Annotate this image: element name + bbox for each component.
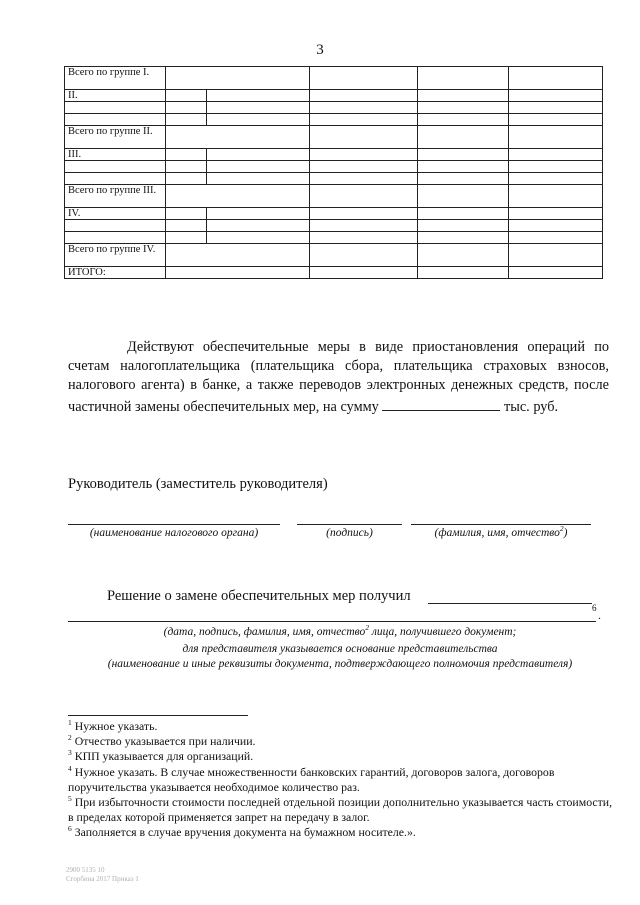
group2-label-cell: II. xyxy=(65,90,166,102)
group3-label-cell: III. xyxy=(65,149,166,161)
table-row xyxy=(65,161,603,173)
footnotes xyxy=(68,719,613,841)
table-row xyxy=(65,267,603,279)
data-table xyxy=(64,66,603,279)
table-row xyxy=(65,244,603,267)
table-row xyxy=(65,232,603,244)
measures-text: Действуют обеспечительные меры в виде приостановления операций по счетам налогоплательщика (плательщика сбора, плательщика страховых взносов, налогового агента) в банке, а также переводов электронных денежных средств, после частичной замены обеспечительных мер, на сумму xyxy=(68,339,609,415)
footnote: $^4$ Нужное указать. В случае множественности банковских гарантий, договоров залога, договоров поручительства указывается необходимое количество раз. xyxy=(68,763,555,794)
table-row xyxy=(65,185,603,208)
footnote: $^5$ При избыточности стоимости последней отдельной позиции дополнительно указывается часть стоимости, в пределах которой применяется запрет на передачу в залог. xyxy=(68,794,613,825)
group4-total-cell: Всего по группе IV. xyxy=(65,244,166,267)
signature-caption: (подпись) xyxy=(326,527,373,539)
group3-total-cell: Всего по группе III. xyxy=(65,185,166,208)
table-row xyxy=(65,220,603,232)
table-row xyxy=(65,149,603,161)
footnote: $^2$ Отчество указывается при наличии. xyxy=(68,733,256,749)
table-row xyxy=(65,173,603,185)
receipt-caption-3: (наименование и иные реквизиты документа, подтверждающего полномочия представителя) xyxy=(107,658,573,670)
footnote: $^6$ Заполняется в случае вручения документа на бумажном носителе.». xyxy=(68,824,416,840)
amount-blank[interactable] xyxy=(382,396,500,411)
footnote: $^1$ Нужное указать. xyxy=(68,718,158,733)
measures-paragraph xyxy=(68,338,609,417)
footnote-separator xyxy=(68,715,248,716)
full-name-caption: (фамилия, имя, отчество$^2$) xyxy=(434,524,568,539)
receiver-line-2[interactable] xyxy=(68,621,596,622)
footnote-6-marker: 6 xyxy=(592,603,597,613)
head-title: Руководитель (заместитель руководителя) xyxy=(68,476,328,492)
group2-total-cell: Всего по группе II. xyxy=(65,126,166,149)
table-row xyxy=(65,90,603,102)
receipt-caption-1: (дата, подпись, фамилия, имя, отчество$^2$ лица, получившего документ; xyxy=(163,623,517,638)
group1-total-cell: Всего по группе I. xyxy=(65,67,166,90)
registration-stamp: 2900 5135 10 Сгорбина 2017 Приказ 1 xyxy=(66,866,139,883)
table-row xyxy=(65,102,603,114)
page-number: 3 xyxy=(316,42,324,58)
group4-label-cell: IV. xyxy=(65,208,166,220)
receipt-caption-2: для представителя указывается основание представительства xyxy=(182,643,498,655)
table-row xyxy=(65,67,603,90)
amount-unit: тыс. руб. xyxy=(503,398,559,415)
signature-line[interactable] xyxy=(297,524,402,525)
full-name-line[interactable] xyxy=(411,524,591,525)
footnote: $^3$ КПП указывается для организаций. xyxy=(68,748,254,764)
grand-total-cell: ИТОГО: xyxy=(65,267,166,279)
table-row xyxy=(65,114,603,126)
org-name-line[interactable] xyxy=(68,524,280,525)
table-row xyxy=(65,208,603,220)
table-row xyxy=(65,126,603,149)
org-name-caption: (наименование налогового органа) xyxy=(89,527,259,539)
receipt-label: Решение о замене обеспечительных мер получил xyxy=(107,588,411,604)
receiver-line[interactable] xyxy=(428,603,592,604)
